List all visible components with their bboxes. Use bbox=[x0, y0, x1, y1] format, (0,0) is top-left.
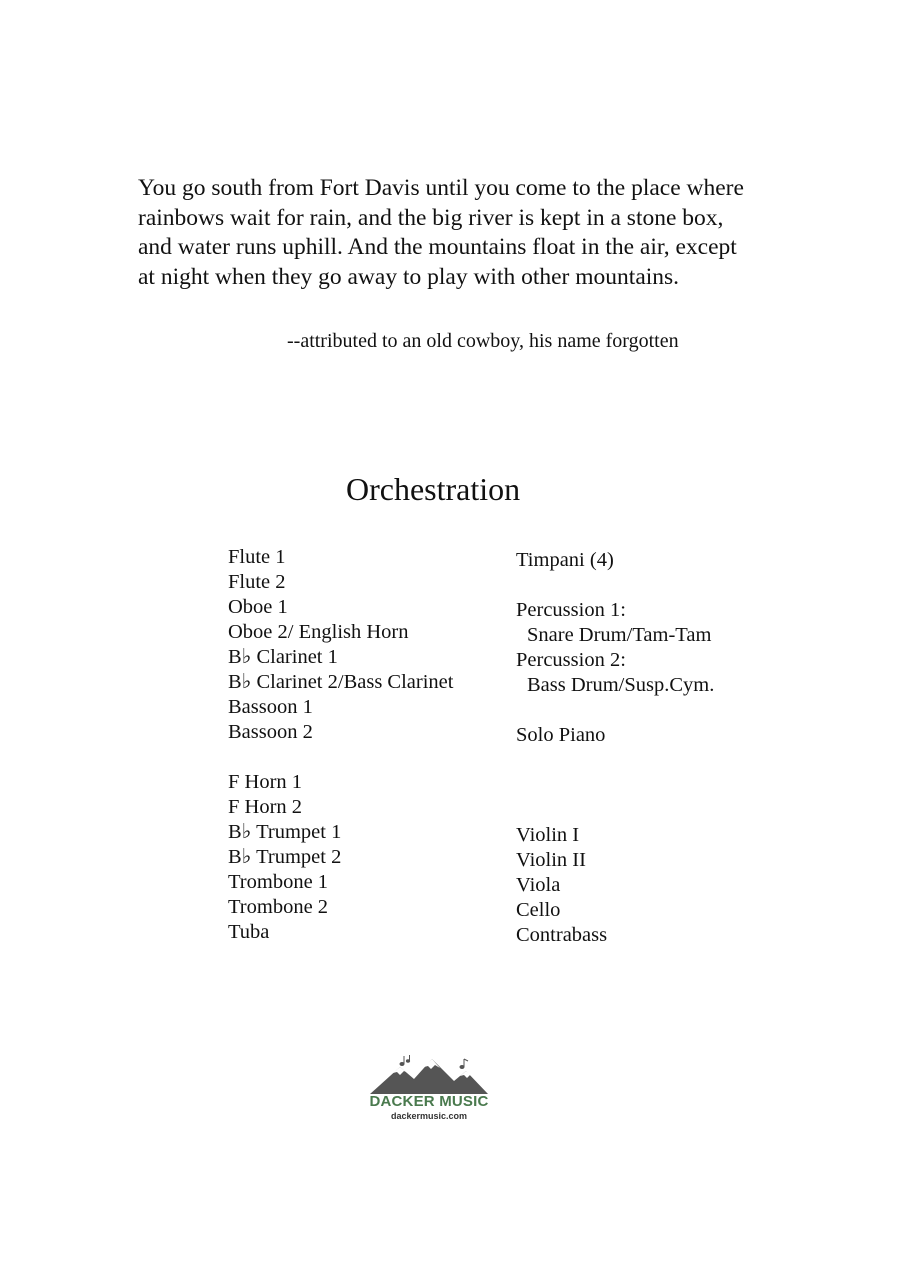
list-gap bbox=[516, 698, 714, 723]
instrument-item: F Horn 2 bbox=[228, 796, 303, 818]
instrument-item: Trombone 2 bbox=[228, 896, 329, 918]
list-gap bbox=[228, 745, 453, 770]
instrument-item: Trombone 1 bbox=[228, 871, 329, 893]
instrument-item: Percussion 1: bbox=[516, 599, 626, 621]
instrument-item: Violin I bbox=[516, 824, 580, 846]
instrument-item: Percussion 2: bbox=[516, 649, 626, 671]
instrument-item: Bass Drum/Susp.Cym. bbox=[527, 674, 715, 696]
instrument-item: Bassoon 2 bbox=[228, 721, 313, 743]
instrument-item: B♭ Clarinet 2/Bass Clarinet bbox=[228, 671, 454, 693]
list-gap bbox=[516, 773, 714, 798]
instrument-item: Violin II bbox=[516, 849, 586, 871]
instrument-item: B♭ Trumpet 2 bbox=[228, 846, 342, 868]
orchestration-title: Orchestration bbox=[346, 471, 521, 507]
dacker-music-logo bbox=[362, 1055, 496, 1125]
epigraph-attribution: --attributed to an old cowboy, his name forgotten bbox=[287, 330, 679, 352]
list-gap bbox=[516, 748, 714, 773]
instrument-item: Contrabass bbox=[516, 924, 608, 946]
instrument-item: B♭ Trumpet 1 bbox=[228, 821, 342, 843]
instrument-item: Timpani (4) bbox=[516, 549, 614, 571]
instrument-item: Snare Drum/Tam-Tam bbox=[527, 624, 712, 646]
instrument-list-left bbox=[228, 545, 453, 945]
list-gap bbox=[516, 573, 714, 598]
epigraph-text: You go south from Fort Davis until you come to the place where rainbows wait for rain, and the big river is kept in a stone box, and water runs uphill. And the mountains float in the air, except at night when they go away to play with other mountains. bbox=[138, 175, 744, 290]
instrument-item: Flute 1 bbox=[228, 546, 286, 568]
list-gap bbox=[516, 798, 714, 823]
instrument-item: Tuba bbox=[228, 921, 270, 943]
instrument-item: Flute 2 bbox=[228, 571, 286, 593]
instrument-item: Viola bbox=[516, 874, 561, 896]
epigraph bbox=[138, 174, 758, 292]
logo-brand-name: DACKER MUSIC bbox=[369, 1093, 489, 1110]
instrument-item: Bassoon 1 bbox=[228, 696, 313, 718]
instrument-item: Solo Piano bbox=[516, 724, 606, 746]
instrument-item: Cello bbox=[516, 899, 561, 921]
instrument-item: Oboe 2/ English Horn bbox=[228, 621, 409, 643]
mountain-music-notes-icon bbox=[362, 1055, 496, 1095]
instrument-item: B♭ Clarinet 1 bbox=[228, 646, 338, 668]
instrument-item: Oboe 1 bbox=[228, 596, 288, 618]
instrument-item: F Horn 1 bbox=[228, 771, 303, 793]
instrument-list-right bbox=[516, 548, 714, 948]
logo-url: dackermusic.com bbox=[390, 1111, 468, 1121]
